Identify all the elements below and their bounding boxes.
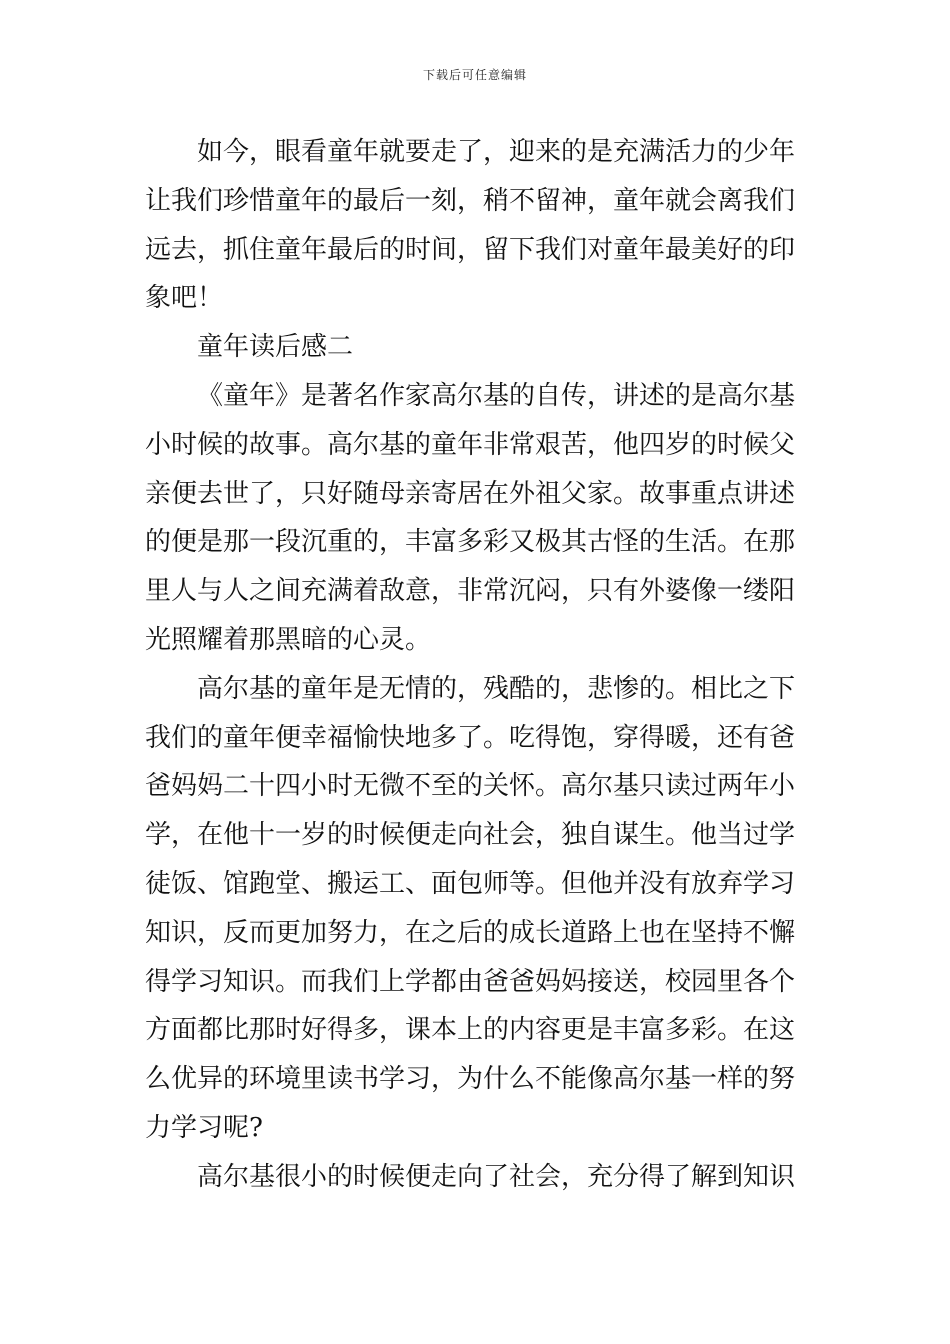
- text-line: 么优异的环境里读书学习，为什么不能像高尔基一样的努: [145, 1064, 796, 1095]
- text-line: 高尔基很小的时候便走向了社会，充分得了解到知识: [197, 1161, 796, 1192]
- text-line: 的便是那一段沉重的，丰富多彩又极其古怪的生活。在那: [145, 527, 796, 558]
- text-line: 小时候的故事。高尔基的童年非常艰苦，他四岁的时候父: [145, 429, 796, 460]
- text-line: 里人与人之间充满着敌意，非常沉闷，只有外婆像一缕阳: [145, 576, 796, 607]
- text-line: 得学习知识。而我们上学都由爸爸妈妈接送，校园里各个: [145, 966, 796, 997]
- document-body: [145, 128, 810, 1202]
- text-line: 远去，抓住童年最后的时间，留下我们对童年最美好的印: [145, 234, 796, 265]
- text-line: 高尔基的童年是无情的，残酷的，悲惨的。相比之下: [197, 673, 796, 704]
- text-line: 方面都比那时好得多，课本上的内容更是丰富多彩。在这: [145, 1015, 796, 1046]
- text-line: 我们的童年便幸福愉快地多了。吃得饱，穿得暖，还有爸: [145, 722, 796, 753]
- text-line: 光照耀着那黑暗的心灵。: [145, 624, 432, 655]
- header-note: 下载后可任意编辑: [422, 68, 527, 82]
- section-heading: 童年读后感二: [197, 332, 354, 363]
- text-line: 象吧！: [145, 283, 224, 314]
- text-line: 让我们珍惜童年的最后一刻，稍不留神，童年就会离我们: [145, 185, 796, 216]
- text-line: 《童年》是著名作家高尔基的自传，讲述的是高尔基: [197, 380, 796, 411]
- text-line: 如今，眼看童年就要走了，迎来的是充满活力的少年: [197, 137, 796, 167]
- text-line: 徒饭、馆跑堂、搬运工、面包师等。但他并没有放弃学习: [145, 868, 796, 899]
- text-line: 爸妈妈二十四小时无微不至的关怀。高尔基只读过两年小: [145, 771, 796, 802]
- text-line: 学，在他十一岁的时候便走向社会，独自谋生。他当过学: [145, 820, 796, 851]
- text-line: 力学习呢?: [145, 1112, 263, 1143]
- text-line: 知识，反而更加努力，在之后的成长道路上也在坚持不懈: [145, 917, 796, 948]
- text-line: 亲便去世了，只好随母亲寄居在外祖父家。故事重点讲述: [145, 478, 796, 509]
